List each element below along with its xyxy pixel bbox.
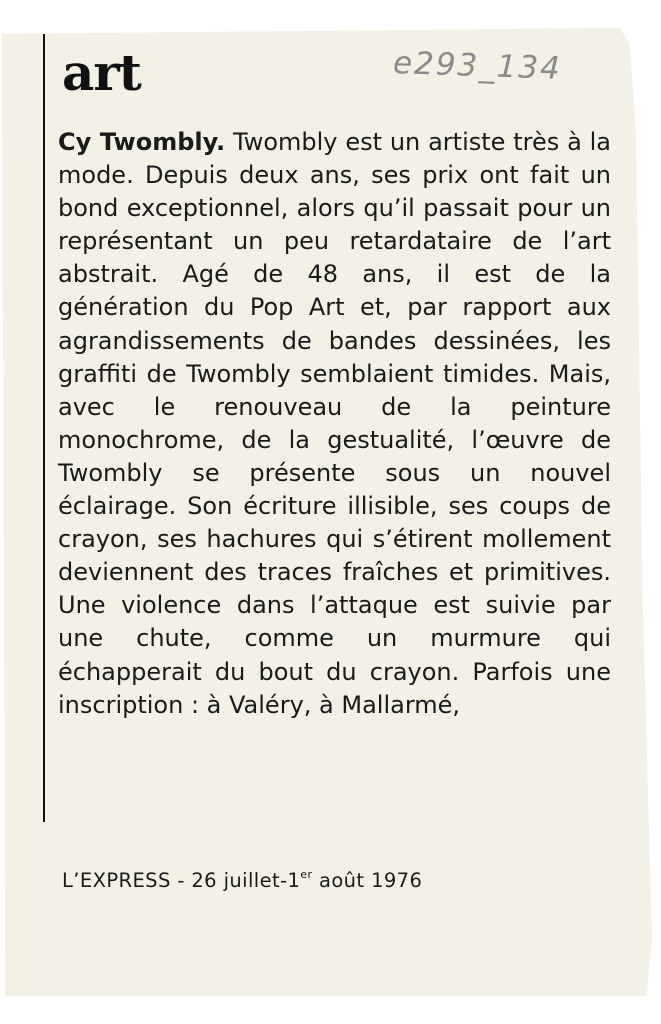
citation-superscript: er [300, 868, 313, 881]
article-body: Twombly est un artiste très à la mode. Depuis deux ans, ses prix ont fait un bond exceptionnel, alors qu’il passait pour un représentant un peu retardataire de l’art abstrait. Agé de 48 ans, il est de la génération du Pop Art et, par rapport aux agrandissements de bandes dessinées, les graffiti de Twombly semblaient timides. Mais, avec le renouveau de la peinture monochrome, de la gestualité, l’œuvre de Twombly se présente sous un nouvel éclairage. Son écriture illisible, ses coups de crayon, ses hachures qui s’étirent mollement deviennent des traces fraîches et primitives. Une violence dans l’attaque est suivie par une chute, comme un murmure qui échapperait du bout du crayon. Parfois une inscription : à Valéry, à Mallarmé, [58, 128, 611, 719]
section-heading: art [62, 43, 141, 102]
article-text [58, 126, 611, 722]
handwritten-reference: e293_134 [392, 45, 563, 87]
citation-suffix: août 1976 [312, 869, 423, 892]
citation-prefix: L’EXPRESS - 26 juillet-1 [62, 869, 301, 892]
column-rule [43, 34, 45, 822]
source-citation [62, 866, 422, 896]
article-lead: Cy Twombly. [58, 128, 226, 156]
